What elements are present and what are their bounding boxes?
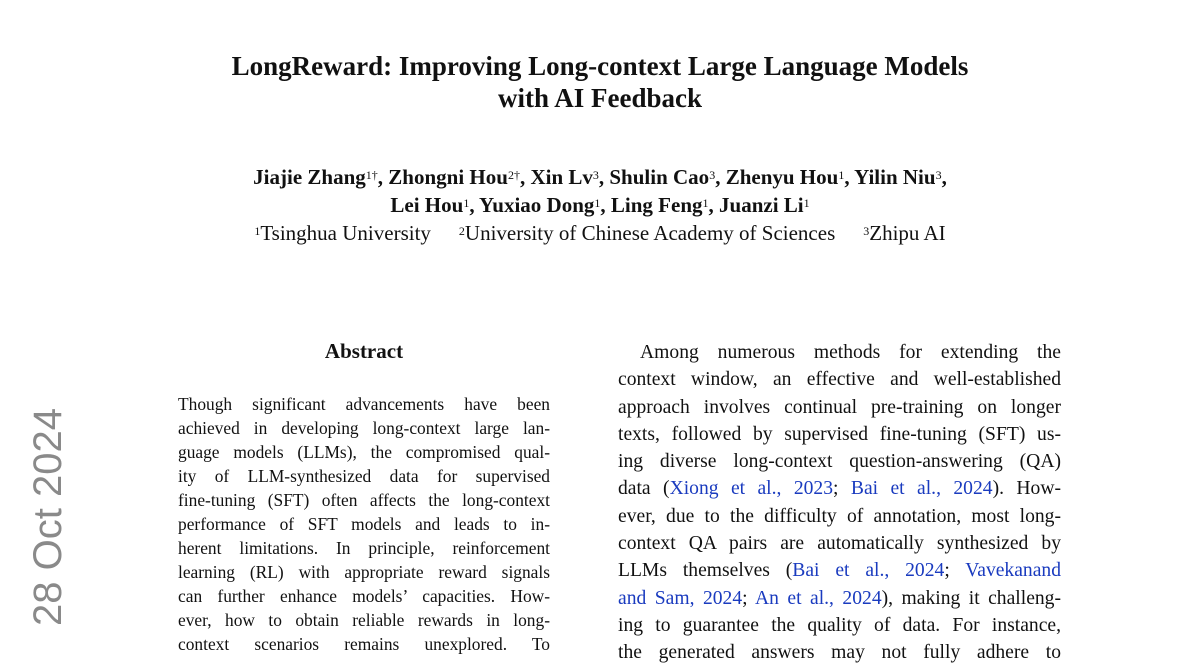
author-name: Lei Hou (390, 193, 464, 217)
affiliation-mark: 1† (365, 168, 378, 182)
affiliation (863, 221, 945, 245)
author-name: Yuxiao Dong (479, 193, 595, 217)
affiliation-mark: 1 (254, 224, 261, 238)
abstract-line: achieved in developing long-context large lan- (178, 418, 550, 438)
abstract-line: can further enhance models’ capacities. How- (178, 586, 550, 606)
author-name: Zhenyu Hou (725, 165, 839, 189)
affiliation (254, 221, 431, 245)
author-line: Jiajie Zhang$^{1\dagger}$, Zhongni Hou$^{2\dagger}$, Xin Lv$^3$, Shulin Cao$^3$, Zhenyu Hou$^1$, Yilin Niu$^3$, (253, 165, 947, 189)
abstract-body (178, 392, 550, 656)
affiliations (0, 219, 1200, 247)
intro-line: context window, an effective and well-established (618, 369, 1061, 391)
author-name: Juanzi Li (719, 193, 804, 217)
affiliation-mark: 2 (458, 224, 465, 238)
abstract-line: learning (RL) with appropriate reward signals (178, 562, 550, 582)
title-line: LongReward: Improving Long-context Large Language Models (231, 51, 969, 81)
affiliation-mark: 1 (702, 196, 709, 210)
affiliation-mark: 1 (803, 196, 810, 210)
intro-line: approach involves continual pre-training on longer (618, 396, 1061, 418)
abstract-line: fine-tuning (SFT) often affects the long-context (178, 490, 550, 510)
affiliation-name: University of Chinese Academy of Sciences (464, 221, 836, 245)
abstract-line: herent limitations. In principle, reinforcement (178, 538, 550, 558)
affiliation-mark: 3 (935, 168, 942, 182)
author-name: Xin Lv (530, 165, 593, 189)
author-name: Yilin Niu (854, 165, 936, 189)
abstract-line: performance of SFT models and leads to in- (178, 514, 550, 534)
intro-line: the generated answers may not fully adhere to (618, 642, 1061, 664)
intro-line: ing to guarantee the quality of data. For instance, (618, 614, 1061, 636)
citation-link[interactable]: Xiong et al., 2023 (669, 478, 834, 500)
citation-link[interactable]: and Sam, 2024 (618, 587, 743, 609)
abstract-line: guage models (LLMs), the compromised qual- (178, 442, 550, 462)
author-name: Zhongni Hou (388, 165, 508, 189)
intro-line: data (Xiong et al., 2023; Bai et al., 2024). How- (618, 478, 1062, 500)
affiliation-mark: 3 (592, 168, 599, 182)
affiliation-mark: 3 (863, 224, 870, 238)
affiliation-mark: 1 (594, 196, 601, 210)
intro-line: and Sam, 2024; An et al., 2024), making it challeng- (618, 587, 1062, 609)
intro-line: Among numerous methods for extending the (640, 342, 1061, 363)
citation-link[interactable]: Vavekanand (965, 560, 1062, 582)
affiliation-mark: 1 (838, 168, 845, 182)
author-line: Lei Hou$^1$, Yuxiao Dong$^1$, Ling Feng$^1$, Juanzi Li$^1$ (390, 193, 810, 217)
abstract-line: context scenarios remains unexplored. To (178, 634, 550, 654)
title-line: with AI Feedback (497, 83, 703, 113)
author-list (0, 163, 1200, 219)
affiliation-mark: 1 (463, 196, 470, 210)
author-name: Ling Feng (610, 193, 703, 217)
abstract-line: ever, how to obtain reliable rewards in long- (178, 610, 550, 630)
affiliation-mark: 2† (507, 168, 520, 182)
intro-line: context QA pairs are automatically synthesized by (618, 533, 1061, 555)
intro-line: texts, followed by supervised fine-tuning (SFT) us- (618, 423, 1061, 445)
author-name: Shulin Cao (609, 165, 710, 189)
citation-link[interactable]: An et al., 2024 (755, 587, 882, 609)
affiliation-mark: 3 (709, 168, 716, 182)
affiliation-name: Tsinghua University (260, 221, 431, 245)
introduction-body (618, 339, 1061, 667)
paper-title (0, 50, 1200, 114)
intro-line: ever, due to the difficulty of annotation, most long- (618, 505, 1061, 527)
intro-line: ing diverse long-context question-answering (QA) (618, 451, 1061, 473)
abstract-line: ity of LLM-synthesized data for supervised (178, 466, 550, 486)
arxiv-date-stamp: 28 Oct 2024 (26, 408, 70, 626)
affiliation (459, 221, 835, 245)
author-name: Jiajie Zhang (253, 165, 366, 189)
abstract-heading: Abstract (324, 339, 404, 363)
affiliation-name: Zhipu AI (869, 221, 946, 245)
abstract-line: Though significant advancements have been (178, 394, 550, 414)
citation-link[interactable]: Bai et al., 2024 (792, 560, 945, 582)
intro-line: LLMs themselves (Bai et al., 2024; Vavekanand (618, 560, 1062, 582)
citation-link[interactable]: Bai et al., 2024 (850, 478, 993, 500)
